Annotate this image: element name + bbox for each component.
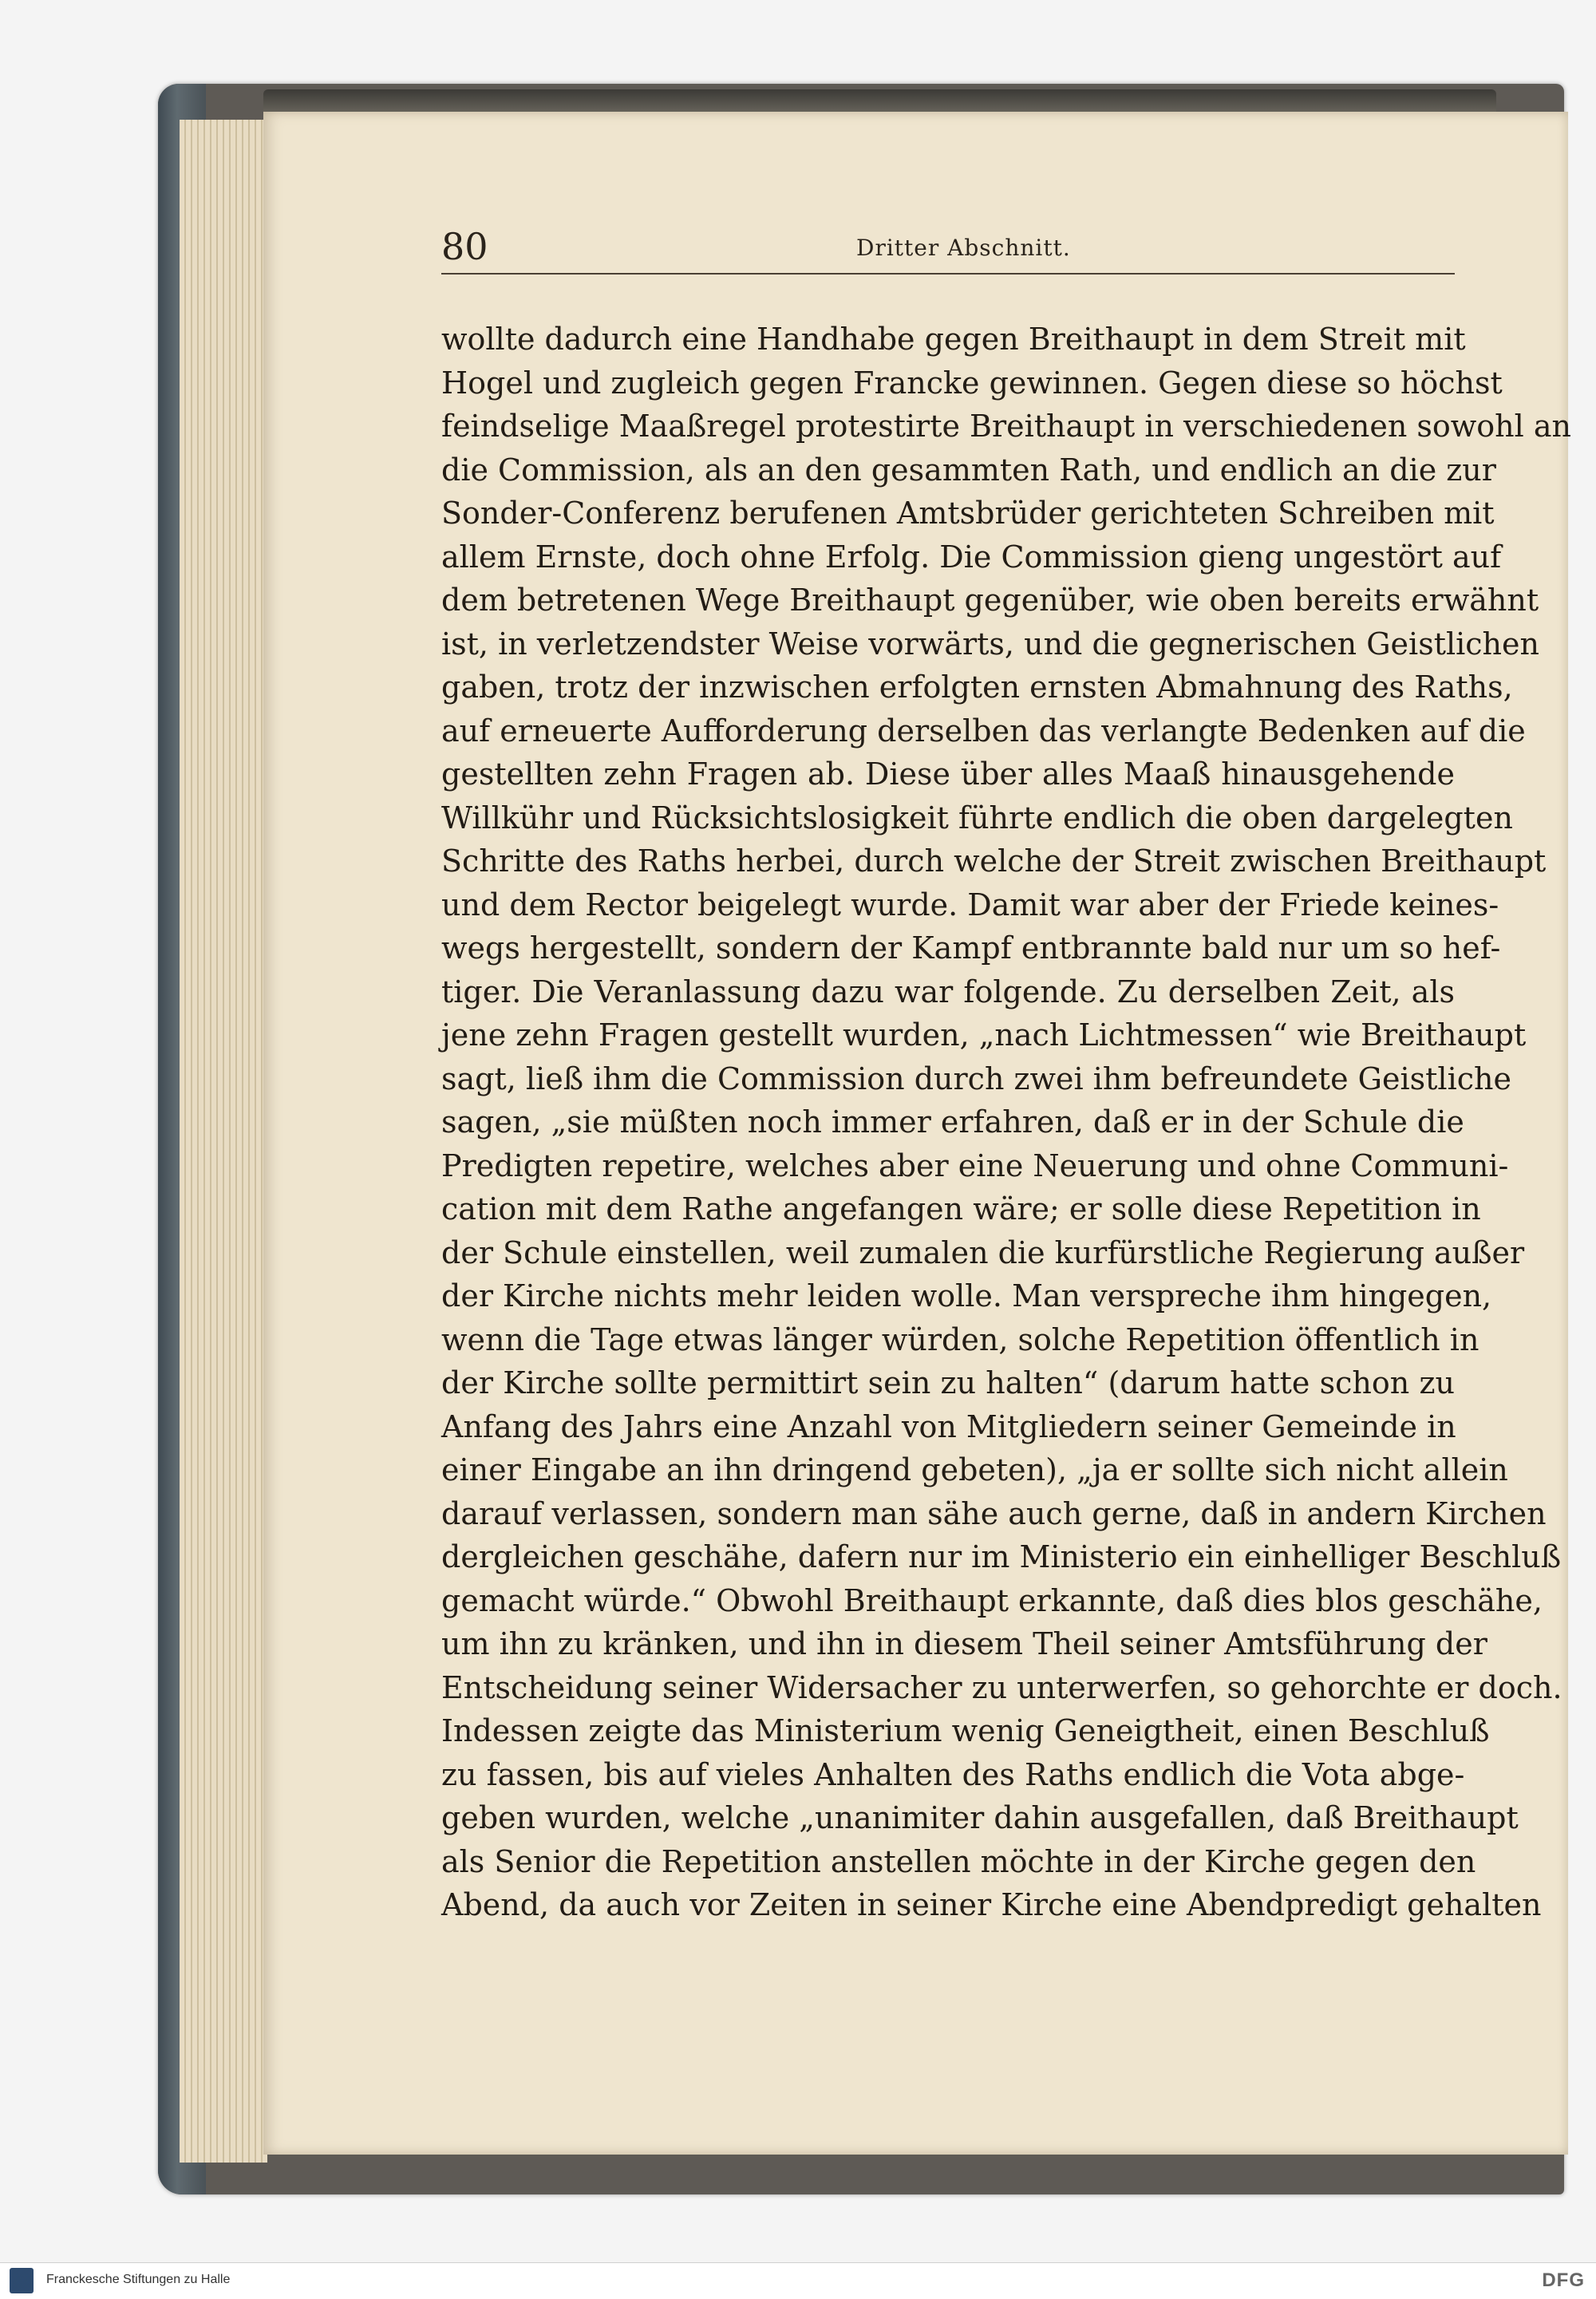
- text-line: einer Eingabe an ihn dringend gebeten), „ja er sollte sich nicht allein: [441, 1452, 1508, 1487]
- text-line: wollte dadurch eine Handhabe gegen Breithaupt in dem Streit mit: [441, 322, 1466, 357]
- text-line: um ihn zu kränken, und ihn in diesem Theil seiner Amtsführung der: [441, 1626, 1487, 1661]
- dfg-logo: DFG: [1542, 2269, 1585, 2291]
- viewer-footer: [0, 2262, 1596, 2299]
- text-line: die Commission, als an den gesammten Rath, und endlich an die zur: [441, 452, 1496, 488]
- text-line: auf erneuerte Aufforderung derselben das verlangte Bedenken auf die: [441, 713, 1526, 749]
- text-line: Indessen zeigte das Ministerium wenig Geneigtheit, einen Beschluß: [441, 1713, 1490, 1748]
- institution-logo-icon: [10, 2268, 34, 2293]
- text-line: wenn die Tage etwas länger würden, solche Repetition öffentlich in: [441, 1321, 1479, 1357]
- text-line: cation mit dem Rathe angefangen wäre; er solle diese Repetition in: [441, 1191, 1481, 1227]
- text-line: der Kirche sollte permittirt sein zu halten“ (darum hatte schon zu: [441, 1365, 1455, 1400]
- text-line: ist, in verletzendster Weise vorwärts, und die gegnerischen Geistlichen: [441, 626, 1539, 662]
- text-line: als Senior die Repetition anstellen möchte in der Kirche gegen den: [441, 1843, 1476, 1879]
- text-line: sagen, „sie müßten noch immer erfahren, daß er in der Schule die: [441, 1104, 1464, 1140]
- text-line: dergleichen geschähe, dafern nur im Ministerio ein einhelliger Beschluß: [441, 1539, 1562, 1574]
- text-line: darauf verlassen, sondern man sähe auch gerne, daß in andern Kirchen: [441, 1495, 1547, 1531]
- text-line: gestellten zehn Fragen ab. Diese über alles Maaß hinausgehende: [441, 756, 1455, 792]
- text-line: Schritte des Raths herbei, durch welche der Streit zwischen Breithaupt: [441, 843, 1547, 879]
- page-edges: [180, 120, 267, 2163]
- institution-name: Franckesche Stiftungen zu Halle: [46, 2273, 231, 2286]
- text-line: gemacht würde.“ Obwohl Breithaupt erkannte, daß dies blos geschähe,: [441, 1582, 1543, 1618]
- text-line: Sonder-Conferenz berufenen Amtsbrüder gerichteten Schreiben mit: [441, 496, 1495, 531]
- text-line: der Schule einstellen, weil zumalen die kurfürstliche Regierung außer: [441, 1234, 1525, 1270]
- text-line: allem Ernste, doch ohne Erfolg. Die Commission gieng ungestört auf: [441, 539, 1502, 575]
- text-line: jene zehn Fragen gestellt wurden, „nach Lichtmessen“ wie Breithaupt: [441, 1017, 1527, 1053]
- text-line: der Kirche nichts mehr leiden wolle. Man verspreche ihm hingegen,: [441, 1278, 1492, 1313]
- text-line: tiger. Die Veranlassung dazu war folgende. Zu derselben Zeit, als: [441, 974, 1455, 1009]
- body-text: [441, 318, 1572, 1927]
- text-line: geben wurden, welche „unanimiter dahin ausgefallen, daß Breithaupt: [441, 1800, 1519, 1835]
- text-line: Entscheidung seiner Widersacher zu unterwerfen, so gehorchte er doch.: [441, 1669, 1562, 1705]
- text-line: Willkühr und Rücksichtslosigkeit führte endlich die oben dargelegten: [441, 800, 1513, 835]
- text-line: gaben, trotz der inzwischen erfolgten ernsten Abmahnung des Raths,: [441, 670, 1513, 705]
- running-head: Dritter Abschnitt.: [856, 235, 1071, 261]
- text-line: Anfang des Jahrs eine Anzahl von Mitgliedern seiner Gemeinde in: [441, 1408, 1456, 1444]
- page-header: [441, 225, 1455, 275]
- text-line: und dem Rector beigelegt wurde. Damit war aber der Friede keines-: [441, 887, 1499, 922]
- text-line: zu fassen, bis auf vieles Anhalten des Raths endlich die Vota abge-: [441, 1756, 1465, 1792]
- text-line: dem betretenen Wege Breithaupt gegenüber, wie oben bereits erwähnt: [441, 583, 1539, 618]
- text-line: Predigten repetire, welches aber eine Neuerung und ohne Communi-: [441, 1148, 1509, 1183]
- text-line: Hogel und zugleich gegen Francke gewinnen. Gegen diese so höchst: [441, 365, 1503, 401]
- text-line: wegs hergestellt, sondern der Kampf entbrannte bald nur um so hef-: [441, 930, 1501, 966]
- page-number: 80: [441, 225, 488, 268]
- text-line: sagt, ließ ihm die Commission durch zwei ihm befreundete Geistliche: [441, 1061, 1511, 1096]
- text-line: feindselige Maaßregel protestirte Breithaupt in verschiedenen sowohl an: [441, 409, 1572, 444]
- text-line: Abend, da auch vor Zeiten in seiner Kirche eine Abendpredigt gehalten: [441, 1887, 1542, 1922]
